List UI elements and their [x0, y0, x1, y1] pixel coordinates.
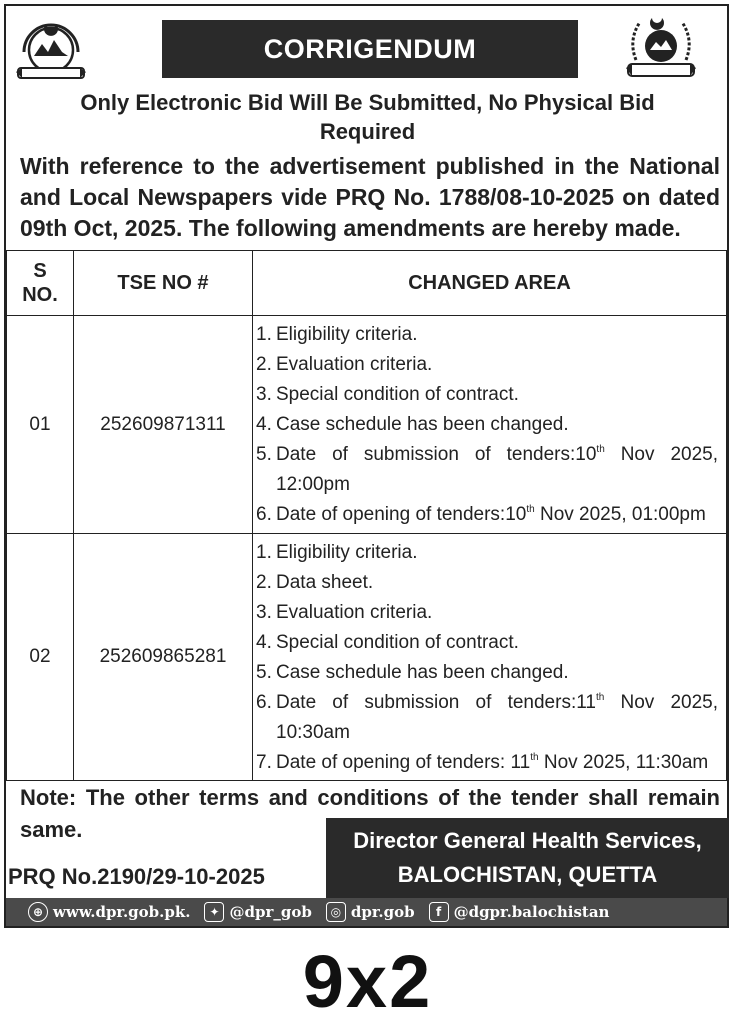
footer-website[interactable] — [28, 902, 190, 922]
list-item — [256, 350, 718, 380]
item-text — [276, 598, 718, 628]
list-item — [256, 568, 718, 598]
health-department-emblem-right-logo — [622, 10, 700, 86]
item-number: 1. — [256, 542, 272, 563]
intro-paragraph: With reference to the advertisement published in the National and Local Newspapers vide PRQ No. 1788/08-10-2025 on dated 09th Oct, 2025. The following amendments are hereby made. — [20, 153, 720, 241]
list-item — [256, 410, 718, 440]
item-text-date: Nov 2025, 01:00pm — [534, 504, 706, 525]
item-number: 5. — [256, 662, 272, 683]
balochistan-emblem-left-logo — [12, 10, 90, 86]
subtitle: Only Electronic Bid Will Be Submitted, No Physical Bid Required — [80, 90, 655, 144]
row-tse-number: 252609871311 — [74, 316, 253, 534]
item-number: 4. — [256, 414, 272, 435]
item-number: 2. — [256, 572, 272, 593]
footer-twitter[interactable] — [204, 902, 311, 922]
note-paragraph: Note: The other terms and conditions of the tender shall remain same. — [20, 785, 720, 842]
item-number: 3. — [256, 384, 272, 405]
item-number: 6. — [256, 692, 272, 713]
item-text-time: 10:30am — [276, 722, 350, 743]
facebook-handle: @dgpr.balochistan — [453, 903, 610, 921]
item-text-main: Special condition of contract. — [276, 384, 519, 405]
item-ordinal-suffix: th — [595, 692, 605, 703]
item-text — [276, 748, 718, 778]
item-text — [276, 350, 718, 380]
instagram-handle: dpr.gob — [350, 903, 415, 921]
table-header-row — [7, 251, 727, 316]
instagram-icon: ◎ — [326, 902, 346, 922]
list-item — [256, 748, 718, 778]
list-item — [256, 320, 718, 350]
item-text-main: Eligibility criteria. — [276, 324, 418, 345]
header-sno-line1: S — [33, 260, 47, 282]
director-line1: Director General Health Services, — [353, 828, 702, 853]
twitter-handle: @dpr_gob — [229, 903, 312, 921]
item-text — [276, 380, 718, 410]
item-text — [276, 440, 718, 500]
header-changed-area: CHANGED AREA — [253, 251, 727, 316]
item-number: 1. — [256, 324, 272, 345]
item-number: 7. — [256, 752, 272, 773]
item-text-main: Evaluation criteria. — [276, 354, 433, 375]
item-text — [276, 658, 718, 688]
row-tse-number: 252609865281 — [74, 534, 253, 781]
item-text-main: Date of opening of tenders:10 — [276, 504, 527, 525]
list-item — [256, 500, 718, 530]
amendments-table — [6, 250, 727, 781]
item-text-date: Nov 2025, — [604, 692, 718, 713]
item-text-main: Date of opening of tenders: 11 — [276, 752, 531, 773]
changes-list — [256, 320, 718, 530]
header-sno — [7, 251, 74, 316]
item-number: 3. — [256, 602, 272, 623]
item-text-date: Nov 2025, — [604, 444, 718, 465]
item-text-main: Eligibility criteria. — [276, 542, 418, 563]
item-text — [276, 538, 718, 568]
item-text — [276, 688, 718, 748]
twitter-icon: ✦ — [204, 902, 224, 922]
list-item — [256, 598, 718, 628]
facebook-icon: f — [429, 902, 449, 922]
item-text-main: Data sheet. — [276, 572, 374, 593]
item-number: 5. — [256, 444, 272, 465]
item-text-main: Evaluation criteria. — [276, 602, 433, 623]
director-box — [326, 818, 729, 898]
item-text-main: Date of submission of tenders:10 — [276, 444, 597, 465]
item-ordinal-suffix: th — [526, 504, 535, 515]
list-item — [256, 380, 718, 410]
item-text-main: Date of submission of tenders:11 — [276, 692, 596, 713]
footer-instagram[interactable] — [326, 902, 415, 922]
list-item — [256, 688, 718, 748]
item-text — [276, 410, 718, 440]
header-tse: TSE NO # — [74, 251, 253, 316]
item-ordinal-suffix: th — [530, 752, 539, 763]
item-text-date: Nov 2025, 11:30am — [538, 752, 709, 773]
ad-size-label: 9x2 — [302, 940, 433, 1023]
website-text: www.dpr.gob.pk. — [53, 903, 191, 921]
item-text-main: Case schedule has been changed. — [276, 414, 569, 435]
item-text-main: Special condition of contract. — [276, 632, 519, 653]
header-sno-line2: NO. — [22, 284, 58, 306]
item-text — [276, 568, 718, 598]
footer-facebook[interactable] — [429, 902, 610, 922]
item-number: 6. — [256, 504, 272, 525]
item-text — [276, 500, 718, 530]
list-item — [256, 440, 718, 500]
prq-number: PRQ No.2190/29-10-2025 — [8, 864, 265, 889]
list-item — [256, 538, 718, 568]
item-text-time: 12:00pm — [276, 474, 350, 495]
changes-list — [256, 538, 718, 778]
row-sno: 02 — [7, 534, 74, 781]
item-number: 2. — [256, 354, 272, 375]
item-ordinal-suffix: th — [596, 444, 605, 455]
list-item — [256, 658, 718, 688]
table-row — [7, 534, 727, 781]
globe-icon: ⊕ — [28, 902, 48, 922]
table-row — [7, 316, 727, 534]
corrigendum-title: CORRIGENDUM — [162, 20, 578, 78]
list-item — [256, 628, 718, 658]
director-line2: BALOCHISTAN, QUETTA — [397, 862, 658, 887]
item-text — [276, 628, 718, 658]
item-number: 4. — [256, 632, 272, 653]
row-changed-area — [253, 534, 727, 781]
row-sno: 01 — [7, 316, 74, 534]
item-text-main: Case schedule has been changed. — [276, 662, 569, 683]
footer-bar — [6, 898, 727, 926]
row-changed-area — [253, 316, 727, 534]
item-text — [276, 320, 718, 350]
